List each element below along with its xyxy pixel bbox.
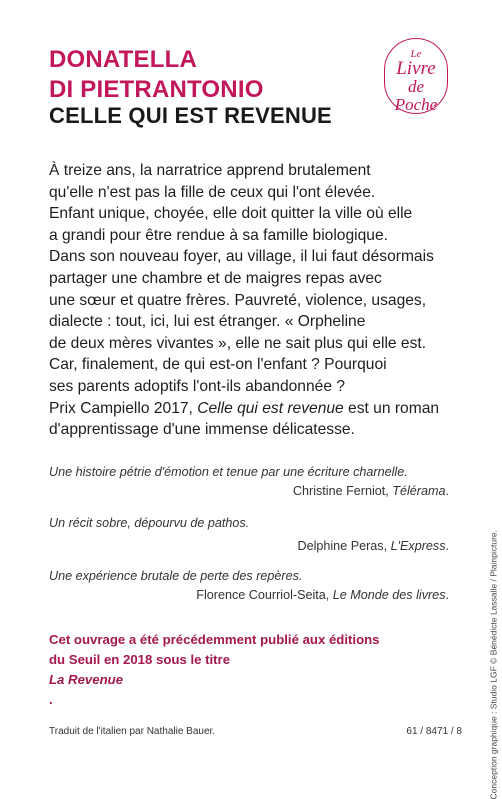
catalog-code: 61 / 8471 / 8	[406, 726, 462, 737]
synopsis-line: Enfant unique, choyée, elle doit quitter la ville où elle	[49, 205, 413, 223]
cover-credit: Conception graphique : Studio LGF © Bénédicte Lassalle / Plainpicture.	[488, 530, 498, 799]
review-end: .	[445, 539, 449, 553]
publication-notice	[49, 630, 380, 710]
review-publication: Le Monde des livres	[332, 588, 446, 602]
synopsis	[49, 160, 459, 441]
logo-line-1: Le	[410, 48, 422, 60]
synopsis-line: une sœur et quatre frères. Pauvreté, violence, usages,	[49, 291, 427, 309]
review-source	[196, 588, 449, 602]
synopsis-line: de deux mères vivantes », elle ne sait plus qui elle est.	[49, 334, 427, 352]
review-end: .	[445, 588, 449, 602]
synopsis-prize-line	[49, 398, 459, 420]
notice-line-2	[49, 650, 380, 710]
review-source	[297, 539, 449, 553]
synopsis-line: partager une chambre et de maigres repas avec	[49, 269, 382, 287]
review-author: Florence Courriol-Seita,	[196, 588, 333, 602]
review-publication: L'Express	[390, 539, 446, 553]
synopsis-line: ses parents adoptifs l'ont-ils abandonnée ?	[49, 377, 345, 395]
synopsis-line: Car, finalement, de qui est-on l'enfant ? Pourquoi	[49, 356, 387, 374]
review-author: Christine Ferniot,	[292, 484, 393, 498]
prize-text: Prix Campiello 2017,	[49, 399, 198, 417]
review-quote: Une expérience brutale de perte des repères.	[49, 569, 303, 583]
review-source	[293, 484, 449, 498]
synopsis-line: Dans son nouveau foyer, au village, il lui faut désormais	[49, 248, 434, 266]
review-author: Delphine Peras,	[297, 539, 391, 553]
prize-book-title: Celle qui est revenue	[197, 399, 344, 417]
logo-line-2: Livre	[396, 58, 436, 79]
review-publication: Télérama	[392, 484, 446, 498]
review-end: .	[445, 484, 449, 498]
author-line-2: DI PIETRANTONIO	[49, 76, 264, 103]
review-quote: Un récit sobre, dépourvu de pathos.	[49, 516, 250, 530]
publisher-logo	[384, 38, 448, 114]
translator-credit: Traduit de l'italien par Nathalie Bauer.	[49, 726, 216, 737]
author-name	[49, 45, 264, 105]
synopsis-line: À treize ans, la narratrice apprend brutalement	[49, 162, 371, 179]
notice-original-title: La Revenue	[49, 672, 124, 687]
logo-line-3: de Poche	[394, 77, 438, 114]
notice-end: .	[49, 692, 53, 707]
synopsis-line: qu'elle n'est pas la fille de ceux qui l'ont élevée.	[49, 183, 376, 201]
notice-line-1: Cet ouvrage a été précédemment publié aux éditions	[49, 632, 380, 647]
notice-text: du Seuil en 2018 sous le titre	[49, 652, 231, 667]
synopsis-line: a grandi pour être rendue à sa famille biologique.	[49, 226, 388, 244]
prize-text-end: est un roman	[343, 399, 440, 417]
review-quote: Une histoire pétrie d'émotion et tenue par une écriture charnelle.	[49, 465, 408, 479]
book-title: CELLE QUI EST REVENUE	[49, 103, 332, 128]
synopsis-line: dialecte : tout, ici, lui est étranger. « Orpheline	[49, 313, 366, 331]
synopsis-line: d'apprentissage d'une immense délicatesse.	[49, 421, 355, 439]
author-line-1: DONATELLA	[49, 46, 198, 73]
